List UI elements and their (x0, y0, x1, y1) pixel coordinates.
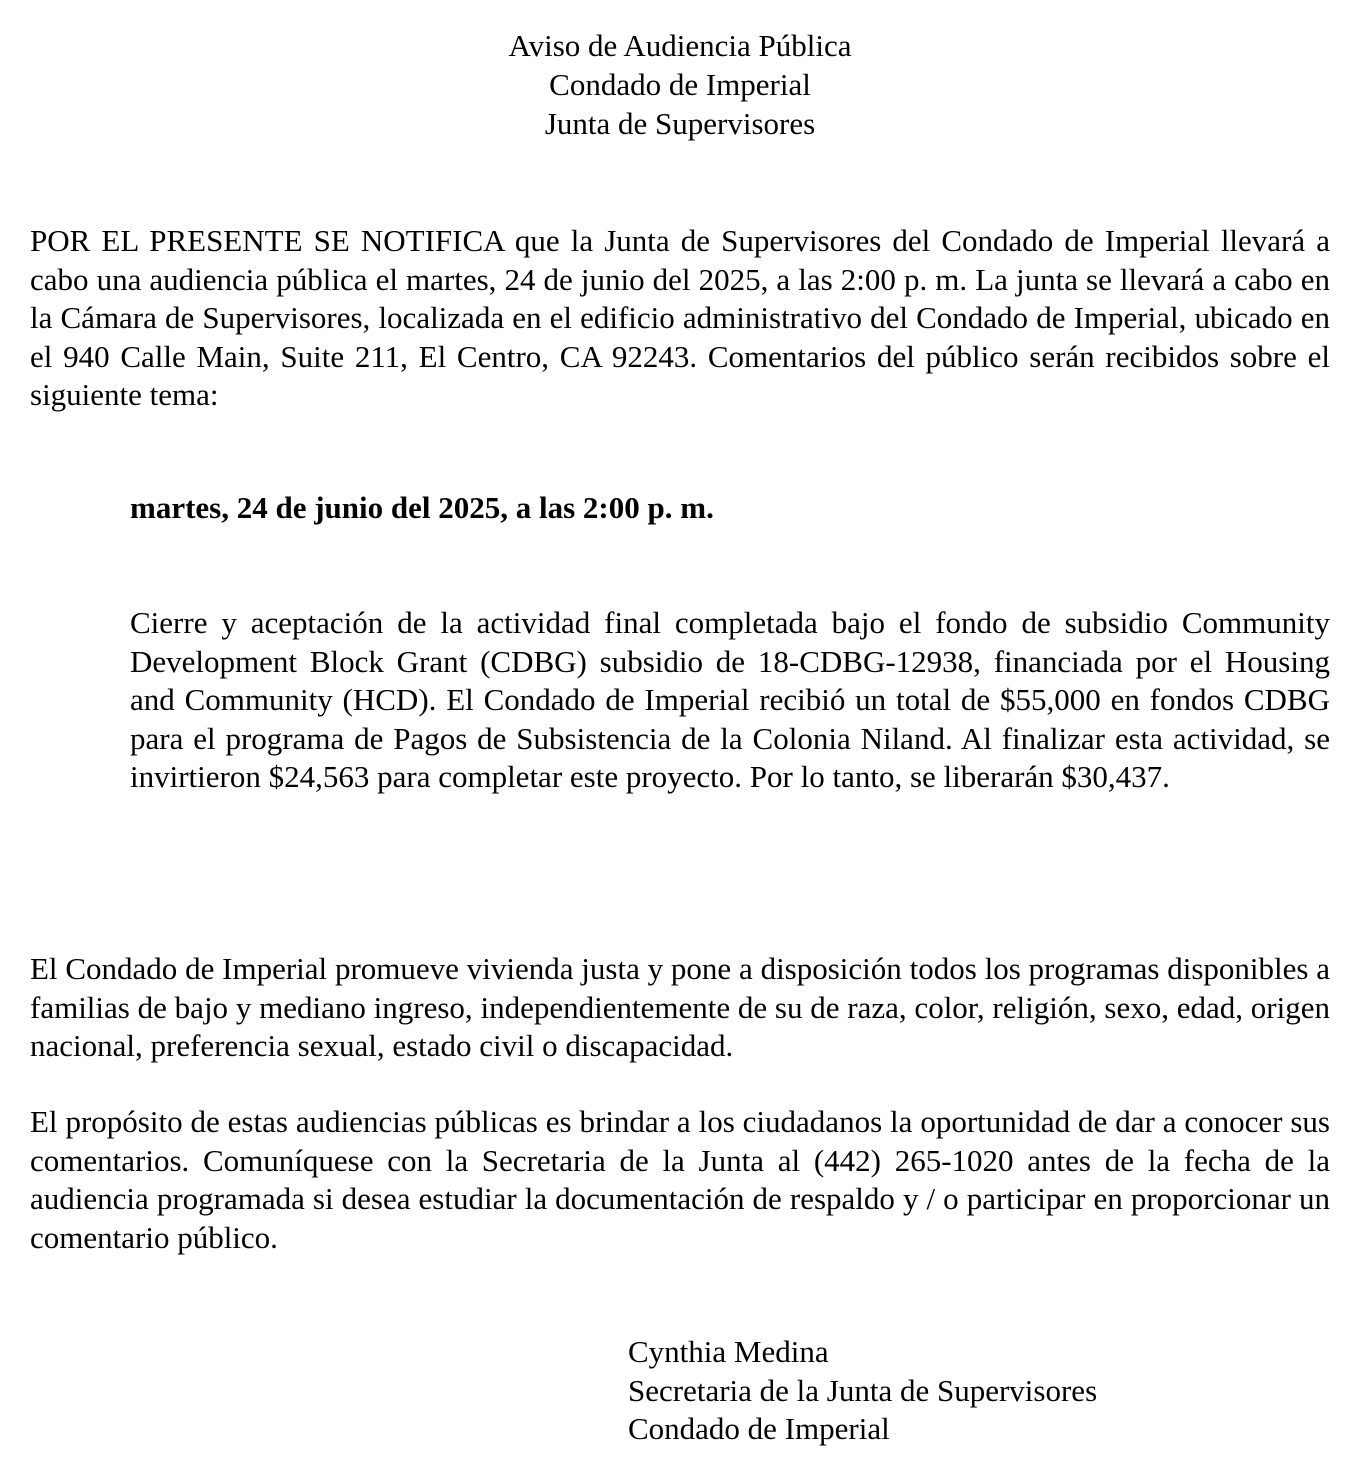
signer-organization: Condado de Imperial (628, 1411, 890, 1446)
notice-title: Aviso de Audiencia Pública (508, 28, 852, 63)
hearing-datetime: martes, 24 de junio del 2025, a las 2:00 p. m. (130, 490, 714, 525)
board-name: Junta de Supervisores (544, 106, 816, 141)
signer-name: Cynthia Medina (628, 1334, 829, 1369)
hearing-topic-paragraph: Cierre y aceptación de la actividad final completada bajo el fondo de subsidio Community Development Block Grant (CDBG) subsidio de 18-CDBG-12938, financiada por el Housing and Community (HCD). El Condado de Imperial recibió un total de $55,000 en fondos CDBG para el programa de Pagos de Subsistencia de la Colonia Niland. Al finalizar esta actividad, se invirtieron $24,563 para completar este proyecto. Por lo tanto, se liberarán $30,437. (130, 605, 1330, 795)
purpose-paragraph: El propósito de estas audiencias públicas es brindar a los ciudadanos la oportunidad de dar a conocer sus comentarios. Comuníquese con la Secretaria de la Junta al (442) 265-1020 antes de la fecha de la audiencia programada si desea estudiar la documentación de respaldo y / o participar en proporcionar un comentario público. (30, 1104, 1330, 1255)
signer-title: Secretaria de la Junta de Supervisores (628, 1372, 1098, 1408)
notice-header (0, 27, 1360, 144)
signature-block (628, 1333, 1328, 1449)
county-name: Condado de Imperial (549, 67, 811, 102)
fair-housing-paragraph: El Condado de Imperial promueve vivienda justa y pone a disposición todos los programas disponibles a familias de bajo y mediano ingreso, independientemente de su de raza, color, religión, sexo, edad, origen nacional, preferencia sexual, estado civil o discapacidad. (30, 951, 1330, 1064)
notice-paragraph: POR EL PRESENTE SE NOTIFICA que la Junta de Supervisores del Condado de Imperial llevará a cabo una audiencia pública el martes, 24 de junio del 2025, a las 2:00 p. m. La junta se llevará a cabo en la Cámara de Supervisores, localizada en el edificio administrativo del Condado de Imperial, ubicado en el 940 Calle Main, Suite 211, El Centro, CA 92243. Comentarios del público serán recibidos sobre el siguiente tema: (30, 223, 1330, 413)
